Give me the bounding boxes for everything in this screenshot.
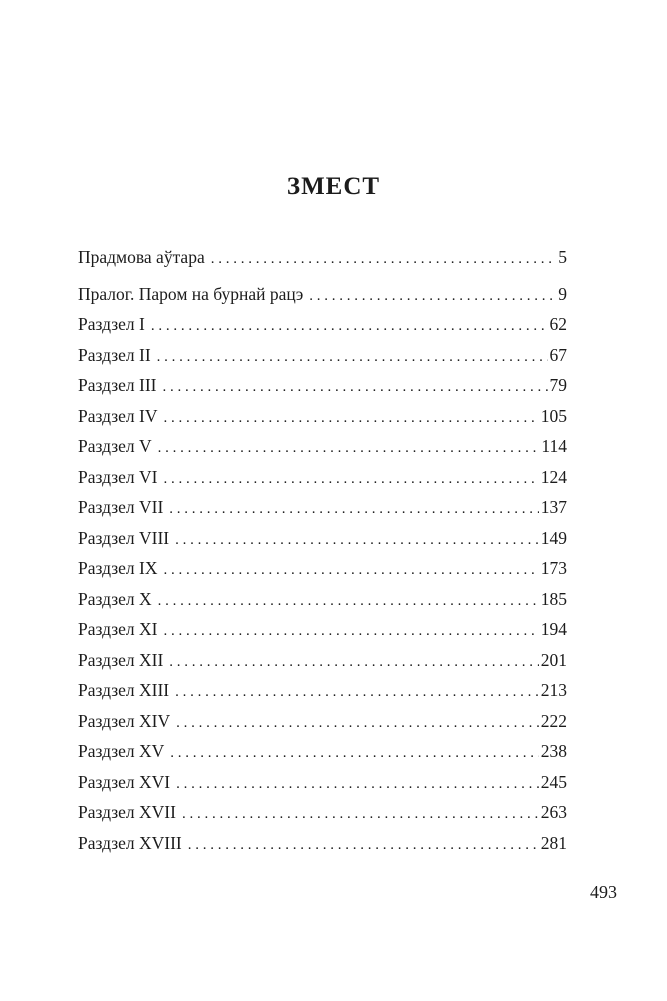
toc-entry-label: Раздзел XIII	[78, 680, 170, 700]
toc-entry-label: Раздзел V	[78, 436, 152, 456]
toc-entry-label: Пралог. Паром на бурнай рацэ	[78, 283, 304, 304]
toc-entry-label: Раздзел XI	[78, 619, 158, 639]
toc-entry	[78, 401, 567, 432]
toc-entry	[78, 736, 567, 767]
toc-entry-page: 245	[540, 771, 567, 792]
toc-leader-dots	[157, 342, 548, 373]
toc-entry-label: Раздзел III	[78, 375, 157, 395]
toc-entry	[78, 828, 567, 859]
toc-entry-label: Раздзел XII	[78, 649, 164, 670]
page-number: 493	[590, 882, 617, 902]
toc-entry	[78, 370, 567, 401]
toc-entry	[78, 431, 567, 462]
toc-entry-page: 173	[540, 558, 567, 578]
toc-entry-page: 124	[540, 466, 567, 487]
toc-entry-page: 222	[540, 710, 567, 731]
toc-leader-dots	[188, 830, 539, 861]
toc-leader-dots	[158, 586, 539, 617]
toc-entry	[78, 645, 567, 676]
toc-entry-label: Раздзел XV	[78, 741, 165, 761]
toc-entry-page: 62	[549, 314, 567, 334]
toc-entry	[78, 340, 567, 371]
toc-entry-label: Раздзел VII	[78, 497, 164, 517]
toc-entry-page: 238	[540, 741, 567, 761]
toc-leader-dots	[163, 464, 538, 495]
toc-entry	[78, 279, 567, 310]
toc-entry	[78, 767, 567, 798]
toc-entry	[78, 584, 567, 615]
toc-entry-label: Раздзел XVI	[78, 771, 171, 792]
toc-entry-label: Раздзел XVII	[78, 802, 176, 822]
toc-entry-label: Раздзел X	[78, 588, 152, 609]
toc-entry-label: Раздзел I	[78, 314, 145, 334]
toc-entry-page: 281	[540, 832, 567, 853]
toc-entry	[78, 462, 567, 493]
toc-entry	[78, 492, 567, 523]
toc-leader-dots	[170, 738, 538, 769]
toc-entry-page: 114	[541, 436, 567, 456]
table-of-contents	[78, 242, 567, 858]
toc-entry-page: 213	[540, 680, 567, 700]
toc-entry-label: Раздзел XIV	[78, 710, 171, 731]
toc-leader-dots	[169, 647, 538, 678]
toc-leader-dots	[151, 311, 548, 342]
toc-leader-dots	[163, 403, 538, 434]
toc-entry-page: 5	[558, 247, 567, 267]
toc-entry-label: Прадмова аўтара	[78, 247, 205, 267]
toc-entry-label: Раздзел IX	[78, 558, 158, 578]
toc-entry	[78, 797, 567, 828]
toc-leader-dots	[169, 494, 538, 525]
page-title: ЗМЕСТ	[286, 173, 381, 200]
toc-leader-dots	[176, 769, 539, 800]
toc-leader-dots	[175, 677, 539, 708]
toc-entry	[78, 706, 567, 737]
toc-entry-page: 194	[540, 619, 567, 639]
toc-entry	[78, 523, 567, 554]
toc-leader-dots	[175, 525, 539, 556]
toc-entry	[78, 675, 567, 706]
toc-entry-page: 263	[540, 802, 567, 822]
toc-entry-label: Раздзел XVIII	[78, 832, 182, 853]
toc-leader-dots	[309, 281, 556, 312]
toc-leader-dots	[211, 244, 557, 275]
toc-entry-label: Раздзел VIII	[78, 527, 170, 548]
toc-leader-dots	[163, 555, 538, 586]
toc-leader-dots	[158, 433, 540, 464]
toc-entry	[78, 309, 567, 340]
toc-entry-page: 149	[540, 527, 567, 548]
toc-entry-page: 67	[549, 344, 567, 365]
toc-entry-label: Раздзел II	[78, 344, 151, 365]
toc-entry-label: Раздзел VI	[78, 466, 158, 487]
toc-entry-label: Раздзел IV	[78, 405, 158, 426]
toc-entry-page: 185	[540, 588, 567, 609]
toc-entry	[78, 553, 567, 584]
toc-entry-page: 9	[558, 283, 567, 304]
toc-leader-dots	[163, 616, 538, 647]
toc-entry-page: 105	[540, 405, 567, 426]
toc-leader-dots	[182, 799, 539, 830]
toc-entry	[78, 614, 567, 645]
toc-leader-dots	[163, 372, 548, 403]
toc-entry-page: 137	[540, 497, 567, 517]
toc-leader-dots	[176, 708, 539, 739]
toc-entry-page: 79	[549, 375, 567, 395]
toc-entry-page: 201	[540, 649, 567, 670]
toc-entry	[78, 242, 567, 273]
